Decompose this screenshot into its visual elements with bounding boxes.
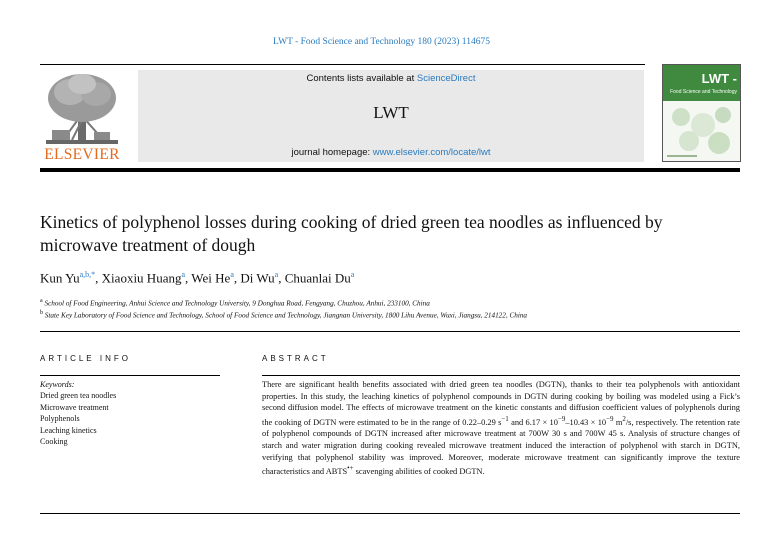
journal-name: LWT [373, 103, 409, 122]
article-info-rule [40, 375, 220, 376]
keywords-label: Keywords: [40, 380, 75, 389]
abstract-run: scavenging abilities of cooked DGTN. [353, 467, 485, 477]
affiliation-mark: b [40, 310, 43, 316]
section-divider [40, 331, 740, 332]
sciencedirect-link[interactable]: ScienceDirect [416, 73, 476, 84]
affiliation-mark: a [40, 298, 43, 304]
abstract-sup: −9 [557, 414, 566, 423]
cover-title: LWT - [701, 71, 737, 86]
author-affiliation-mark[interactable]: a [274, 270, 279, 279]
abstract-run: /s, respectively. The retention rate of polyphenol compounds of DGTN increased after microwave treatment at 700W 30 s and 700W 45 s. Analysis of structure changes of starch and water migration during cooking revealed microwave treatment induced the interaction of polyphenol with starch in DGTN, verifying that polyphenol stability was improved. Moreover, moderate microwave treatment can significantly improve the texture characteristics and ABTS [262, 417, 740, 477]
keyword-item: Cooking [40, 437, 68, 447]
keyword-item: Dried green tea noodles [40, 391, 117, 400]
header-rule [40, 64, 645, 65]
author-affiliation-mark[interactable]: a [230, 270, 234, 279]
abstract-sup: •+ [347, 464, 354, 473]
abstract-sup: −9 [606, 414, 614, 423]
author-separator: , [233, 270, 241, 286]
author-name[interactable]: Xiaoxiu Huang [101, 270, 182, 286]
affiliation-text: School of Food Engineering, Anhui Science and Technology University, 9 Donghua Road, Fengyang, Chuzhou, Anhui, 233100, China [44, 299, 430, 308]
homepage-prefix: journal homepage: [291, 147, 373, 158]
journal-cover[interactable] [662, 64, 741, 162]
author-name[interactable]: Wei He [191, 270, 231, 286]
article-title: Kinetics of polyphenol losses during cooking of dried green tea noodles as influenced by microwave treatment of dough [40, 212, 663, 255]
affiliation-a [40, 298, 740, 307]
keyword-item: Microwave treatment [40, 402, 109, 412]
affiliation-text: State Key Laboratory of Food Science and Technology, School of Food Science and Technology, Jiangnan University, 1800 Lihu Avenue, Wuxi, Jiangsu, 214122, China [44, 311, 528, 320]
author-separator: , [278, 270, 285, 286]
journal-citation[interactable]: LWT - Food Science and Technology 180 (2023) 114675 [273, 37, 490, 47]
article-info-heading: ARTICLE INFO [40, 354, 131, 363]
author-list [40, 270, 730, 286]
author-separator: , [95, 270, 102, 286]
author-name[interactable]: Di Wu [240, 270, 275, 286]
affiliation-b [40, 310, 740, 319]
author-separator: , [185, 270, 192, 286]
abstract-run: There are significant health benefits associated with dried green tea noodles (DGTN), thanks to their tea polyphenols with antioxidant properties. In this study, the leaching kinetics of polyphenol compounds in DGTN during cooking by boiling was modeled using a Fick’s second diffusion model. The effects of microwave treatment on the kinetic constants and diffusion coefficient values of polyphenols during the cooking of DGTN were estimated to be in the range of 0.22–0.29 s [262, 380, 740, 427]
author-affiliation-mark[interactable]: a [350, 270, 355, 279]
journal-homepage [138, 147, 644, 158]
abstract-run: m [613, 417, 623, 427]
abstract-heading: ABSTRACT [262, 354, 329, 363]
elsevier-wordmark: ELSEVIER [44, 146, 120, 163]
contents-prefix: Contents lists available at [306, 73, 417, 84]
abstract-text [262, 379, 740, 478]
abstract-run: –10.43 × 10 [565, 417, 607, 427]
abstract-sup: 2 [622, 414, 626, 423]
cover-artwork-icon [663, 101, 740, 161]
abstract-rule [262, 375, 740, 376]
keyword-list [40, 390, 116, 448]
author-name[interactable]: Kun Yu [40, 270, 80, 286]
author-affiliation-mark[interactable]: a [181, 270, 186, 279]
homepage-link[interactable]: www.elsevier.com/locate/lwt [372, 147, 491, 158]
keyword-item: Polyphenols [40, 414, 80, 424]
contents-available [138, 73, 644, 84]
keyword-item: Leaching kinetics [40, 425, 97, 435]
abstract-sup: −1 [501, 414, 509, 423]
cover-subtitle: Food Science and Technology [670, 89, 737, 95]
author-affiliation-mark[interactable]: a,b,* [79, 270, 96, 279]
abstract-bottom-rule [40, 513, 740, 514]
masthead-bottom-rule [40, 168, 740, 172]
author-name[interactable]: Chuanlai Du [284, 270, 351, 286]
abstract-run: and 6.17 × 10 [508, 417, 558, 427]
